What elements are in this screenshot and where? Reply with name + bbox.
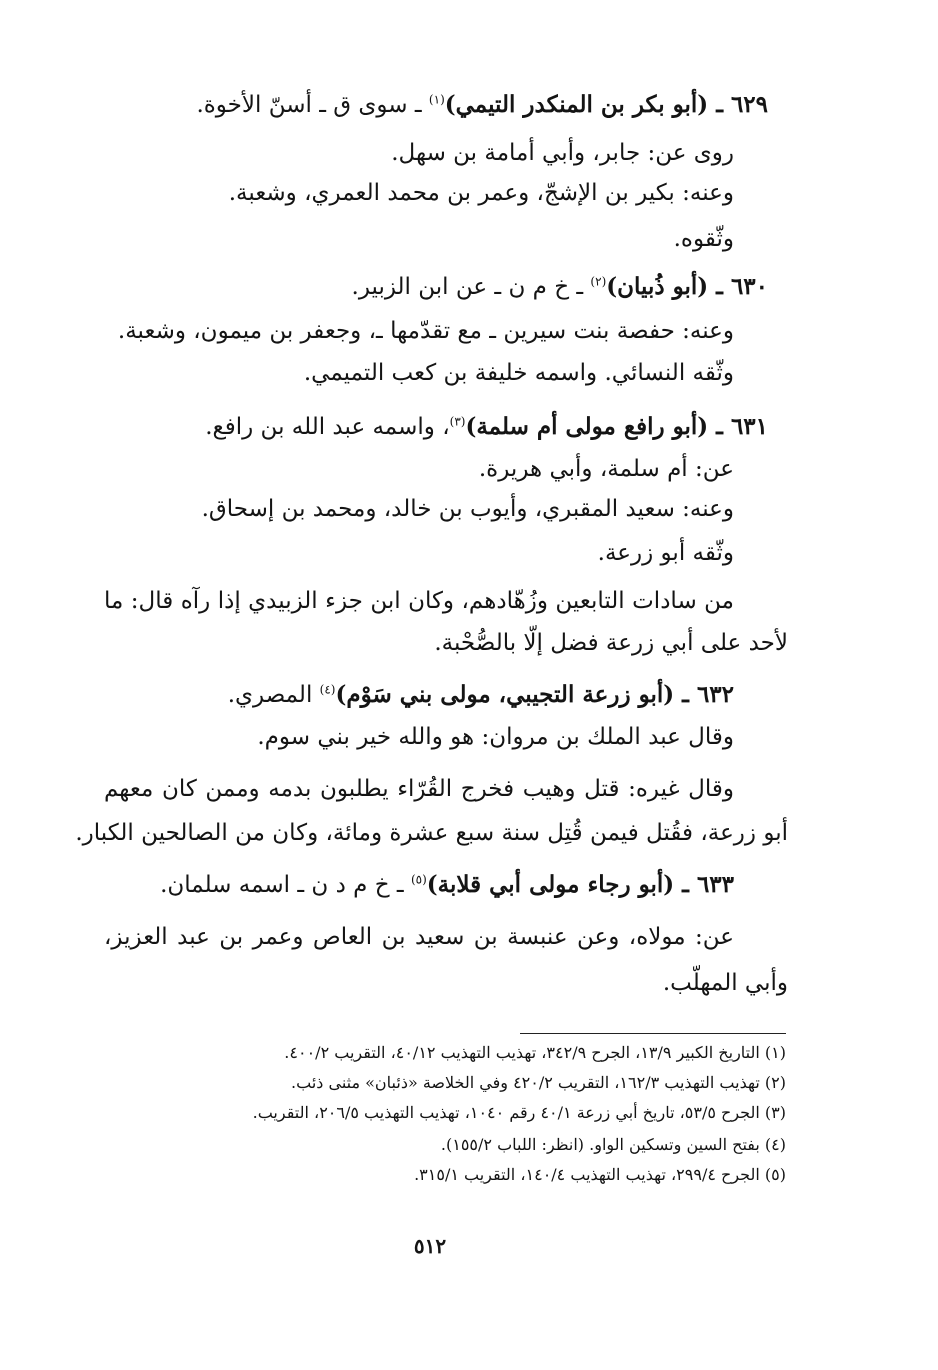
entry-line: وثّقه أبو زرعة. (597, 540, 734, 566)
entry-line: وعنه: بكير بن الإشجّ، وعمر بن محمد العمري، وشعبة. (228, 180, 734, 206)
page-number: ٥١٢ (413, 1234, 447, 1258)
footnote-marker: (٤) (319, 682, 336, 697)
footnote-marker: (٢) (590, 274, 607, 289)
entry-heading-rest: المصري. (227, 682, 320, 708)
entry-line: عن: مولاه، وعن عنبسة بن سعيد بن العاص وعمر بن عبد العزيز، (104, 924, 734, 950)
entry-heading-bold: ٦٣٢ ـ (أبو زرعة التجيبي، مولى بني سَوْم) (335, 681, 734, 708)
entry-heading-rest: ، واسمه عبد الله بن رافع. (205, 414, 450, 440)
entry-line: أبو زرعة، فقُتل فيمن قُتِل سنة سبع عشرة ومائة، وكان من الصالحين الكبار. (75, 820, 788, 846)
entry-line: من سادات التابعين وزُهّادهم، وكان ابن جزء الزبيدي إذا رآه قال: ما (104, 588, 734, 614)
footnote-2: (٢) تهذيب التهذيب ١٦٢/٣، التقريب ٤٢٠/٢ وفي الخلاصة «ذئبان» مثنى ذئب. (291, 1073, 786, 1092)
entry-633-heading (160, 868, 734, 902)
entry-heading-rest: ـ خ م د ن ـ اسمه سلمان. (160, 872, 411, 898)
entry-line: وقال عبد الملك بن مروان: هو والله خير بني سوم. (257, 724, 734, 750)
entry-heading-rest: ـ سوى ق ـ أسنّ الأخوة. (196, 92, 429, 118)
entry-heading-bold: ٦٣٠ ـ (أبو ذُبيان) (606, 273, 768, 300)
entry-heading-bold: ٦٣٣ ـ (أبو رجاء مولى أبي قلابة) (426, 871, 734, 898)
entry-line: وقال غيره: قتل وهيب فخرج القُرّاء يطلبون بدمه وممن كان معهم (104, 776, 734, 802)
entry-630-heading (352, 270, 768, 304)
entry-line: وثّقه النسائي. واسمه خليفة بن كعب التميمي. (303, 360, 734, 386)
entry-631-heading (205, 410, 768, 444)
entry-heading-bold: ٦٣١ ـ (أبو رافع مولى أم سلمة) (465, 413, 768, 440)
footnote-1: (١) التاريخ الكبير ١٣/٩، الجرح ٣٤٢/٩، تهذيب التهذيب ٤٠/١٢، التقريب ٤٠٠/٢. (284, 1043, 786, 1062)
entry-line: وعنه: حفصة بنت سيرين ـ مع تقدّمها ـ، وجعفر بن ميمون، وشعبة. (117, 318, 734, 344)
entry-line: وعنه: سعيد المقبري، وأيوب بن خالد، ومحمد بن إسحاق. (201, 496, 734, 522)
footnote-marker: (٣) (449, 414, 466, 429)
entry-line: وثّقوه. (673, 226, 734, 252)
entry-629-heading (196, 88, 768, 122)
entry-line: روى عن: جابر، وأبي أمامة بن سهل. (391, 140, 734, 166)
footnote-3: (٣) الجرح ٥٣/٥، تاريخ أبي زرعة ٤٠/١ رقم ١٠٤٠، تهذيب التهذيب ٢٠٦/٥، التقريب. (252, 1103, 786, 1122)
footnote-marker: (١) (428, 92, 445, 107)
entry-heading-bold: ٦٢٩ ـ (أبو بكر بن المنكدر التيمي) (444, 91, 768, 118)
footnote-5: (٥) الجرح ٢٩٩/٤، تهذيب التهذيب ١٤٠/٤، التقريب ٣١٥/١. (414, 1165, 786, 1184)
entry-632-heading (228, 678, 734, 712)
footnote-marker: (٥) (410, 872, 427, 887)
entry-line: وأبي المهلّب. (662, 970, 788, 996)
footnote-4: (٤) بفتح السين وتسكين الواو. (انظر: اللباب ١٥٥/٢). (440, 1135, 786, 1154)
footnote-separator (520, 1033, 786, 1034)
entry-heading-rest: ـ خ م ن ـ عن ابن الزبير. (351, 274, 591, 300)
entry-line: لأحد على أبي زرعة فضل إلّا بالصُّحْبة. (434, 630, 788, 656)
entry-line: عن: أم سلمة، وأبي هريرة. (478, 456, 734, 482)
